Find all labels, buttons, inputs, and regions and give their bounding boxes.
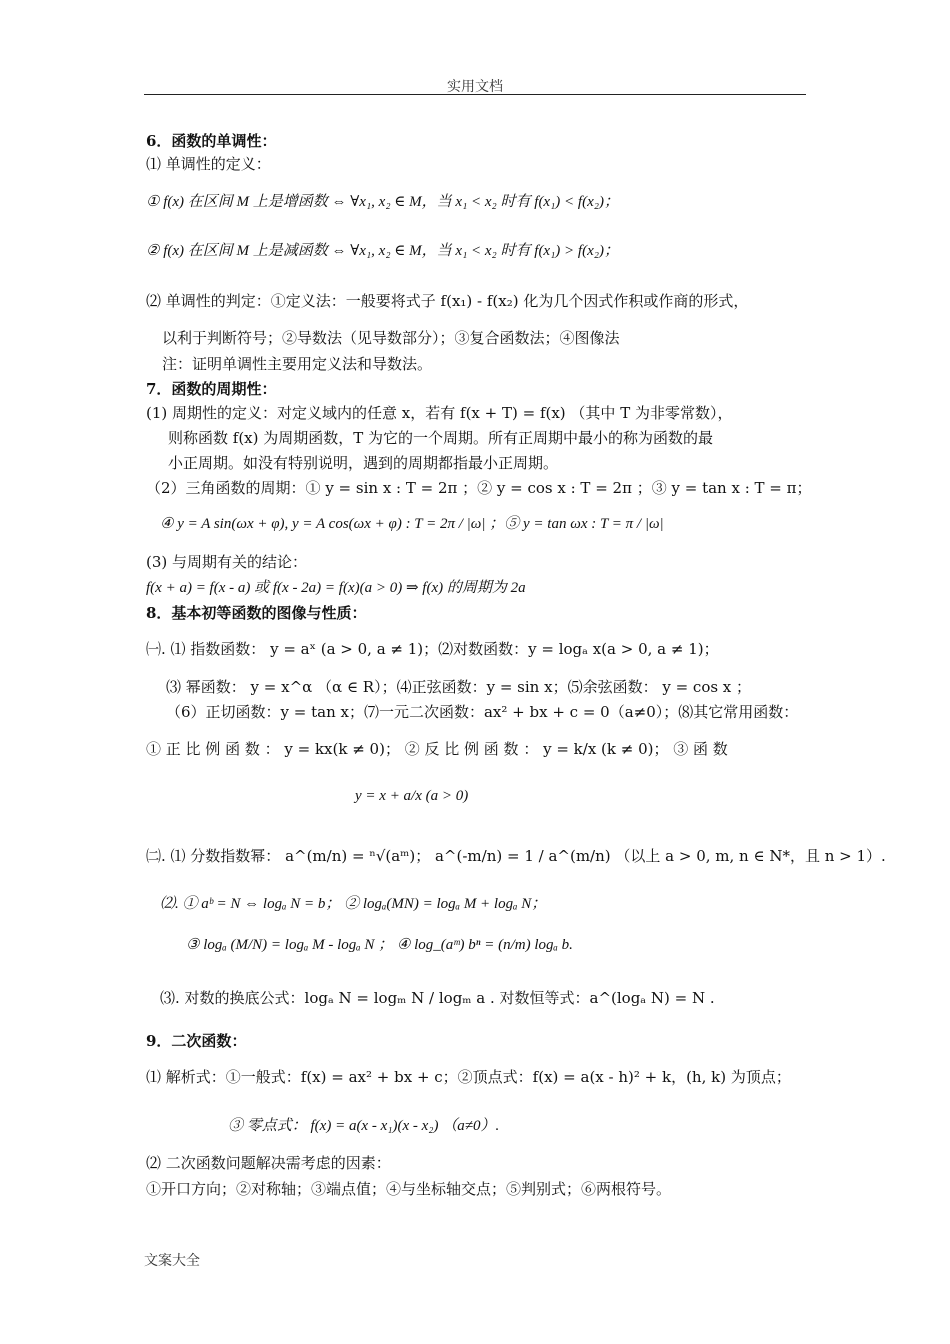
page-header: 实用文档 (447, 79, 503, 95)
quadratic-forms: ⑴ 解析式：①一般式：f(x) = ax² + bx + c；②顶点式：f(x) = a(x - h)² + k，(h, k) 为顶点； (146, 1068, 791, 1086)
header-rule (144, 94, 806, 95)
quadratic-factors: ①开口方向；②对称轴；③端点值；④与坐标轴交点；⑤判别式；⑥两根符号。 (146, 1180, 672, 1198)
power-sin-cos-functions: ⑶ 幂函数： y = x^α （α ∈ R）；⑷正弦函数：y = sin x；⑸余弦函数： y = cos x ； (166, 678, 752, 696)
section-9-title: 9．二次函数： (146, 1032, 247, 1050)
monotonic-judgement: ⑵ 单调性的判定：①定义法：一般要将式子 f(x₁) - f(x₂) 化为几个因式作积或作商的形式， (146, 292, 749, 310)
period-definition-cont: 则称函数 f(x) 为周期函数，T 为它的一个周期。所有正周期中最小的称为函数的最 (168, 429, 714, 447)
change-of-base: ⑶. 对数的换底公式：logₐ N = logₘ N / logₘ a . 对数恒等式：a^(logₐ N) = N . (160, 989, 715, 1007)
increasing-function-definition: ① f(x) 在区间 M 上是增函数 ⇔ ∀x₁, x₂ ∈ M，当 x₁ < x₂ 时有 f(x₁) < f(x₂)； (146, 194, 619, 210)
monotonic-note: 注：证明单调性主要用定义法和导数法。 (162, 355, 433, 373)
monotonic-judgement-cont: 以利于判断符号；②导数法（见导数部分）；③复合函数法；④图像法 (162, 329, 620, 347)
section-8-title: 8．基本初等函数的图像与性质： (146, 604, 367, 622)
tan-quadratic-functions: （6）正切函数：y = tan x；⑺一元二次函数：ax² + bx + c = 0（a≠0）；⑻其它常用函数： (166, 703, 799, 721)
fractional-exponents: ㈡. ⑴ 分数指数幂： a^(m/n) = ⁿ√(aᵐ)； a^(-m/n) = 1 / a^(m/n) （以上 a > 0, m, n ∈ N*，且 n > 1）. (146, 847, 886, 865)
log-rules-2: ③ logₐ (M/N) = logₐ M - logₐ N ； ④ log_(aᵐ) bⁿ = (n/m) logₐ b. (186, 937, 573, 953)
hook-function: y = x + a/x (a > 0) (355, 788, 469, 804)
quadratic-zero-form: ③ 零点式： f(x) = a(x - x₁)(x - x₂) （a≠0）. (228, 1118, 500, 1134)
log-rules-1: ⑵. ① aᵇ = N ⇔ logₐ N = b； ② logₐ(MN) = logₐ M + logₐ N； (160, 896, 547, 912)
trig-periods-general: ④ y = A sin(ωx + φ), y = A cos(ωx + φ) : T = 2π / |ω| ；⑤ y = tan ωx : T = π / |ω| (160, 516, 664, 532)
monotonic-definition-label: ⑴ 单调性的定义： (146, 155, 271, 173)
section-6-title: 6．函数的单调性： (146, 132, 277, 150)
trig-periods: （2）三角函数的周期：① y = sin x : T = 2π ；② y = cos x : T = 2π ；③ y = tan x : T = π； (146, 479, 812, 497)
period-definition-cont2: 小正周期。如没有特别说明，遇到的周期都指最小正周期。 (168, 454, 559, 472)
page-footer: 文案大全 (144, 1253, 200, 1269)
exp-log-functions: ㈠. ⑴ 指数函数： y = aˣ (a > 0, a ≠ 1)；⑵对数函数：y = logₐ x(a > 0, a ≠ 1)； (146, 640, 719, 658)
proportional-functions: ① 正 比 例 函 数 ： y = kx(k ≠ 0)； ② 反 比 例 函 数 ： y = k/x (k ≠ 0)； ③ 函 数 (146, 740, 728, 758)
decreasing-function-definition: ② f(x) 在区间 M 上是减函数 ⇔ ∀x₁, x₂ ∈ M，当 x₁ < x₂ 时有 f(x₁) > f(x₂)； (146, 243, 619, 259)
period-conclusion: f(x + a) = f(x - a) 或 f(x - 2a) = f(x)(a > 0) ⇒ f(x) 的周期为 2a (146, 580, 526, 596)
period-conclusions-label: (3) 与周期有关的结论： (146, 553, 308, 571)
period-definition: (1) 周期性的定义：对定义域内的任意 x，若有 f(x + T) = f(x) （其中 T 为非零常数）， (146, 404, 733, 422)
quadratic-factors-label: ⑵ 二次函数问题解决需考虑的因素： (146, 1154, 391, 1172)
section-7-title: 7．函数的周期性： (146, 380, 277, 398)
